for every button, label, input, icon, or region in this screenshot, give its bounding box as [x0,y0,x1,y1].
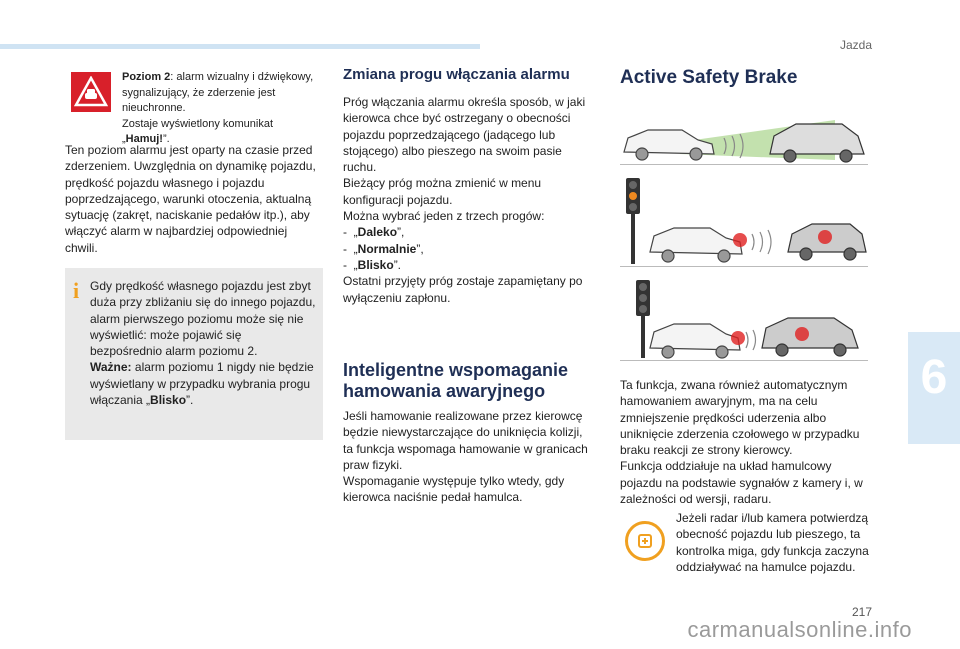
illustration-car-detection [620,112,868,165]
option-daleko: - „Daleko”, [343,224,593,240]
info-text [90,278,316,408]
info-blisko: Blisko [150,393,187,408]
section-title: Jazda [839,38,872,52]
active-safety-brake-body [620,377,870,507]
car-icon [762,318,858,356]
level2-description [122,70,322,148]
active-safety-brake-icon [625,521,665,561]
intelligent-p2: Wspomaganie występuje tylko wtedy, gdy kierowca naciśnie pedał hamulca. [343,474,565,505]
car-icon [650,324,740,358]
threshold-body [343,94,593,306]
threshold-p3: Można wybrać jeden z trzech progów: [343,209,545,224]
option-blisko: - „Blisko”. [343,257,593,273]
collision-warning-icon [71,72,111,112]
info-p1: Gdy prędkość własnego pojazdu jest zbyt duża przy zbliżaniu się do innego pojazdu, alarm pierwszego poziomu może się nie wyświetlić: może pojawić się bezpośrednio alarm poziomu 2. [90,279,316,359]
illustration-car-braking [620,172,868,267]
info-p2: alarm poziomu 1 nigdy nie będzie wyświetlany w przypadku wybrania progu włączania „ [90,360,314,408]
option-normalnie: - „Normalnie”, [343,241,593,257]
info-end: ”. [186,393,194,408]
heading-intelligent-braking: Inteligentne wspomaganie hamowania awaryjnego [343,360,569,401]
watermark: carmanualsonline.info [687,617,912,642]
intelligent-braking-body [343,408,593,506]
page-number: 217 [851,605,872,619]
illustration-car-stopping [620,276,868,361]
traffic-light-icon [636,280,650,358]
chapter-number: 6 [920,351,948,404]
info-important: Ważne: [90,360,132,375]
threshold-p4: Ostatni przyjęty próg zostaje zapamiętany po wyłączeniu zapłonu. [343,274,583,305]
intelligent-p1: Jeśli hamowanie realizowane przez kierowcę będzie niewystarczające do uniknięcia kolizji, ta funkcja wspomaga hamowanie w granicach praw fizyki. [343,409,588,472]
level2-label: Poziom 2 [122,71,171,83]
heading-active-safety-brake: Active Safety Brake [620,67,798,88]
level2-msg: Hamuj! [125,133,163,145]
header-bar [0,44,480,49]
info-icon: i [73,278,80,303]
threshold-p1: Próg włączania alarmu określa sposób, w jaki kierowca chce być ostrzegany o obecności pojazdu poprzedzającego (jadącego lub stojącego) albo pieszego na swoim pasie ruchu. [343,95,586,175]
info-note [65,268,323,440]
asb-p1: Ta funkcja, zwana również automatycznym hamowaniem awaryjnym, ma na celu zmniejszenie prędkości uderzenia albo uniknięcie zderzenia czołowego w przypadku braku reakcji ze strony kierowcy. [620,378,860,458]
car-icon [624,130,714,160]
threshold-options [343,224,593,273]
level2-msg-suffix: ”. [162,133,170,145]
level2-explanation: Ten poziom alarmu jest oparty na czasie przed zderzeniem. Uwzględnia on dynamikę pojazdu, prędkość pojazdu własnego i pojazdu poprzedzającego, warunki otoczenia, aktualną sytuację (zakręt, naciskanie pedałów itp.), aby włączyć alarm w najbardziej odpowiedniej chwili. [65,143,316,255]
level2-msg-prefix: Zostaje wyświetlony komunikat „ [122,117,274,145]
traffic-light-icon [626,178,640,264]
asb-warning-note: Jeżeli radar i/lub kamera potwierdzą obecność pojazdu lub pieszego, ta kontrolka miga, gdy funkcja zaczyna oddziaływać na hamulce pojazdu. [676,511,869,574]
threshold-p2: Bieżący próg można zmienić w menu konfiguracji pojazdu. [343,176,542,207]
asb-p2: Funkcja oddziałuje na układ hamulcowy pojazdu na podstawie sygnałów z kamery i, w zależności od wersji, radaru. [620,459,863,507]
car-icon [650,228,742,262]
level2-text: : alarm wizualny i dźwiękowy, sygnalizujący, że zderzenie jest nieuchronne. [122,71,314,114]
heading-threshold: Zmiana progu włączania alarmu [343,66,570,83]
